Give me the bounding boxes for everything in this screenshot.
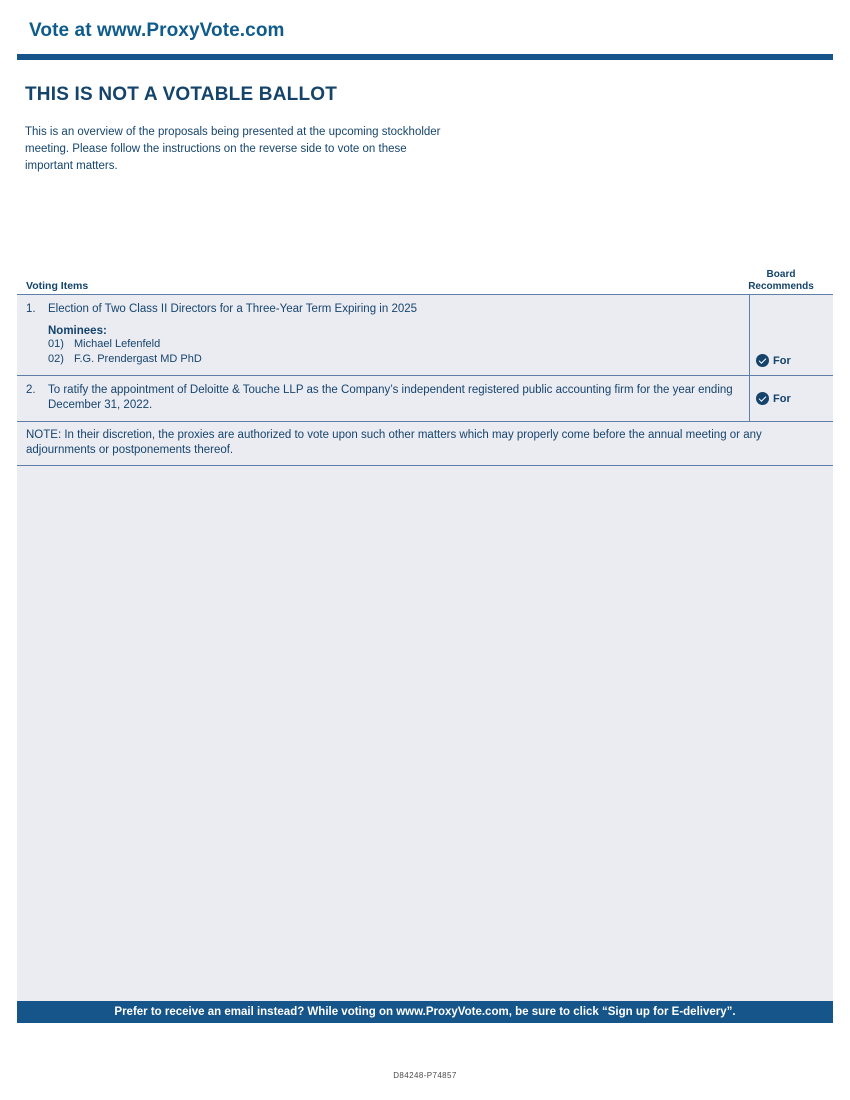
table-row — [17, 376, 833, 422]
check-circle-icon — [756, 392, 769, 405]
proposal-2-line — [26, 383, 739, 413]
proxy-discretion-note: NOTE: In their discretion, the proxies are authorized to vote upon such other matters which may properly come before the annual meeting or any adjournments or postponements thereof. — [17, 422, 833, 466]
table-header — [17, 262, 833, 294]
table-body — [17, 294, 833, 1011]
document-code: D84248-P74857 — [393, 1071, 457, 1080]
check-circle-icon — [756, 354, 769, 367]
page-title: THIS IS NOT A VOTABLE BALLOT — [25, 84, 338, 105]
proposal-1-content — [17, 295, 749, 375]
top-banner — [17, 10, 833, 52]
proposal-1-text: Election of Two Class II Directors for a Three-Year Term Expiring in 2025 — [48, 303, 418, 315]
blank-area — [17, 466, 833, 1011]
board-recommends-line1: Board — [766, 269, 796, 280]
proxyvote-banner-text: Vote at www.ProxyVote.com — [29, 20, 285, 41]
list-item — [48, 337, 739, 352]
nominee-1-number: 01) — [48, 338, 64, 350]
banner-divider — [17, 54, 833, 60]
e-delivery-promo-bar: Prefer to receive an email instead? While voting on www.ProxyVote.com, be sure to click “Sign up for E-delivery”. — [17, 1001, 833, 1023]
status-badge — [756, 354, 791, 367]
proposal-1-recommendation: For — [773, 354, 791, 367]
column-header-voting-items: Voting Items — [26, 280, 89, 292]
proposal-1-number: 1. — [26, 303, 36, 315]
list-item — [48, 352, 739, 367]
nominee-1-name: Michael Lefenfeld — [74, 338, 161, 350]
proposal-2-recommendation-cell — [749, 376, 833, 421]
proposal-1-line — [26, 302, 739, 317]
nominee-2-number: 02) — [48, 353, 64, 365]
proposal-2-text: To ratify the appointment of Deloitte & Touche LLP as the Company’s independent registered public accounting firm for the year ending December 31, 2022. — [48, 384, 733, 411]
column-header-board-recommends — [733, 269, 829, 293]
proposal-2-number: 2. — [26, 384, 36, 396]
status-badge — [756, 392, 791, 405]
intro-paragraph: This is an overview of the proposals being presented at the upcoming stockholder meeting. Please follow the instructions on the reverse side to vote on these important matters. — [25, 126, 441, 172]
board-recommends-line2: Recommends — [748, 281, 814, 292]
table-row — [17, 295, 833, 376]
nominees-label: Nominees: — [48, 325, 107, 337]
voting-items-table — [17, 262, 833, 1011]
nominee-2-name: F.G. Prendergast MD PhD — [74, 353, 202, 365]
proposal-1-recommendation-cell — [749, 295, 833, 375]
proposal-2-recommendation: For — [773, 392, 791, 405]
proposal-2-content — [17, 376, 749, 421]
